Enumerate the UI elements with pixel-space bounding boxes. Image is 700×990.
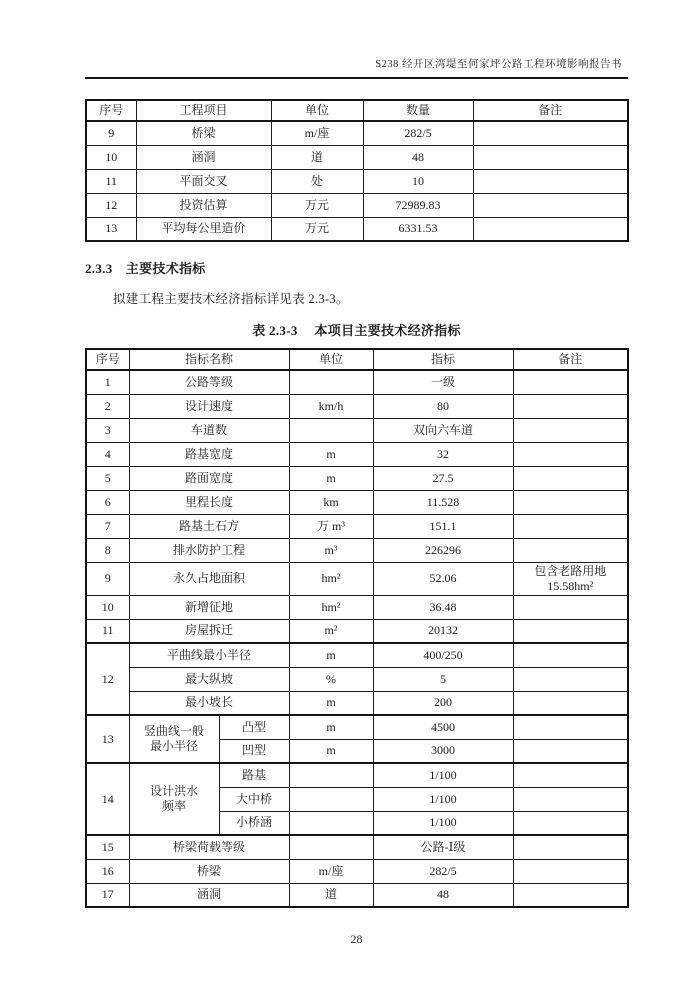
table-cell: m <box>289 466 373 490</box>
table-row <box>86 643 628 667</box>
table-cell: 里程长度 <box>129 490 289 514</box>
table-cell: 14 <box>86 763 129 835</box>
table-cell: m <box>289 739 373 763</box>
table-cell: 8 <box>86 538 129 562</box>
column-header: 序号 <box>86 349 129 370</box>
table-row <box>86 883 628 907</box>
table-cell: m <box>289 691 373 715</box>
table-cell: 包含老路用地15.58hm² <box>513 562 628 595</box>
column-header: 指标 <box>373 349 513 370</box>
section-heading: 2.3.3 主要技术指标 <box>85 261 206 276</box>
table-cell: km <box>289 490 373 514</box>
table-cell: 12 <box>86 643 129 715</box>
table-row <box>86 538 628 562</box>
table-cell: 27.5 <box>373 466 513 490</box>
table-cell: m/座 <box>271 121 363 145</box>
table-cell: m³ <box>289 538 373 562</box>
table-cell: 房屋拆迁 <box>129 619 289 643</box>
table-cell: 200 <box>373 691 513 715</box>
table-row <box>86 169 628 193</box>
table-cell: 32 <box>373 442 513 466</box>
table-cell <box>513 787 628 811</box>
table-cell <box>289 787 373 811</box>
table-header-row <box>86 100 628 121</box>
table-row <box>86 691 628 715</box>
table-cell: 一级 <box>373 370 513 394</box>
table-cell: 桥梁 <box>129 859 289 883</box>
table-cell <box>513 763 628 787</box>
table-cell: 新增征地 <box>129 595 289 619</box>
table-cell: 3000 <box>373 739 513 763</box>
table-cell <box>473 217 628 241</box>
table-cell: 48 <box>373 883 513 907</box>
table-cell: 道 <box>289 883 373 907</box>
table-cell: 9 <box>86 562 129 595</box>
table-cell: 1/100 <box>373 811 513 835</box>
table-cell: 400/250 <box>373 643 513 667</box>
table-cell: 排水防护工程 <box>129 538 289 562</box>
table-row <box>86 193 628 217</box>
table-cell: 最小坡长 <box>129 691 289 715</box>
column-header: 工程项目 <box>136 100 271 121</box>
table-row <box>86 562 628 595</box>
table-cell: 凹型 <box>219 739 289 763</box>
table-cell: 10 <box>363 169 473 193</box>
table-cell: 17 <box>86 883 129 907</box>
table-cell: m <box>289 442 373 466</box>
table-cell: 涵洞 <box>129 883 289 907</box>
header-title: S238 经开区湾堤至何家坪公路工程环境影响报告书 <box>85 56 628 79</box>
table-cell <box>513 466 628 490</box>
table-cell: 1/100 <box>373 763 513 787</box>
table-row <box>86 667 628 691</box>
table-cell: 80 <box>373 394 513 418</box>
table-row <box>86 394 628 418</box>
table-row <box>86 121 628 145</box>
table-cell: 12 <box>86 193 136 217</box>
table-cell: 路基土石方 <box>129 514 289 538</box>
table-cell <box>513 667 628 691</box>
table-cell: 路基宽度 <box>129 442 289 466</box>
table-cell: 10 <box>86 595 129 619</box>
table-cell: 5 <box>373 667 513 691</box>
table-row <box>86 442 628 466</box>
table-row <box>86 715 628 739</box>
table-cell: 桥梁荷载等级 <box>129 835 289 859</box>
table-cell: 13 <box>86 715 129 763</box>
table-cell: 大中桥 <box>219 787 289 811</box>
table-cell: 平面交叉 <box>136 169 271 193</box>
table-cell <box>289 370 373 394</box>
table-cell: 3 <box>86 418 129 442</box>
table-cell: 涵洞 <box>136 145 271 169</box>
table-cell: 10 <box>86 145 136 169</box>
table-row <box>86 370 628 394</box>
table-cell: 15 <box>86 835 129 859</box>
table-cell: 72989.83 <box>363 193 473 217</box>
table-cell <box>513 418 628 442</box>
table-cell <box>513 859 628 883</box>
section-paragraph: 拟建工程主要技术经济指标详见表 2.3-3。 <box>113 292 349 306</box>
table-cell: 6331.53 <box>363 217 473 241</box>
table-cell <box>513 715 628 739</box>
table-cell: 282/5 <box>373 859 513 883</box>
table-cell: 公路-Ⅰ级 <box>373 835 513 859</box>
table-cell: 竖曲线一般最小半径 <box>129 715 219 763</box>
table-cell: 9 <box>86 121 136 145</box>
table-cell: 11.528 <box>373 490 513 514</box>
table-cell: 路基 <box>219 763 289 787</box>
table-row <box>86 217 628 241</box>
table-cell: 282/5 <box>363 121 473 145</box>
table-cell: m <box>289 643 373 667</box>
table-cell: hm² <box>289 562 373 595</box>
table-row <box>86 835 628 859</box>
table-cell <box>513 883 628 907</box>
table-cell <box>473 145 628 169</box>
page-content <box>85 0 628 947</box>
table-cell: 车道数 <box>129 418 289 442</box>
table-cell: 5 <box>86 466 129 490</box>
table-cell: hm² <box>289 595 373 619</box>
column-header: 备注 <box>473 100 628 121</box>
table-cell <box>513 442 628 466</box>
table-cell: 226296 <box>373 538 513 562</box>
table-cell: m/座 <box>289 859 373 883</box>
table-cell: 平均每公里造价 <box>136 217 271 241</box>
table-cell: 凸型 <box>219 715 289 739</box>
table-cell: 平曲线最小半径 <box>129 643 289 667</box>
table-cell <box>513 739 628 763</box>
table-cell: 1/100 <box>373 787 513 811</box>
table-cell <box>513 811 628 835</box>
table-cell: 永久占地面积 <box>129 562 289 595</box>
table-cell: 万 m³ <box>289 514 373 538</box>
table-cell: 公路等级 <box>129 370 289 394</box>
table-cell: 小桥涵 <box>219 811 289 835</box>
table-row <box>86 859 628 883</box>
table-cell: m² <box>289 619 373 643</box>
table-cell: % <box>289 667 373 691</box>
table-cell: 1 <box>86 370 129 394</box>
table-cell: 52.06 <box>373 562 513 595</box>
table-row <box>86 418 628 442</box>
table-cell <box>473 121 628 145</box>
column-header: 备注 <box>513 349 628 370</box>
table-cell <box>513 394 628 418</box>
table-cell <box>289 835 373 859</box>
table-cell: 最大纵坡 <box>129 667 289 691</box>
table-cell: 2 <box>86 394 129 418</box>
table-cell: m <box>289 715 373 739</box>
technical-indicators-table <box>85 348 629 908</box>
table-row <box>86 619 628 643</box>
table-header-row <box>86 349 628 370</box>
table-cell: 20132 <box>373 619 513 643</box>
table-row <box>86 514 628 538</box>
table-cell <box>513 619 628 643</box>
page-header <box>85 0 628 79</box>
table-cell: 万元 <box>271 217 363 241</box>
column-header: 指标名称 <box>129 349 289 370</box>
table-cell <box>513 643 628 667</box>
table-cell: 16 <box>86 859 129 883</box>
table-cell <box>513 691 628 715</box>
table-cell: 桥梁 <box>136 121 271 145</box>
table-cell: km/h <box>289 394 373 418</box>
table-caption: 表 2.3-3 本项目主要技术经济指标 <box>252 323 461 338</box>
project-scale-table <box>85 99 629 242</box>
page-number: 28 <box>350 932 363 946</box>
table-row <box>86 490 628 514</box>
table-cell: 11 <box>86 169 136 193</box>
table-cell <box>513 595 628 619</box>
column-header: 单位 <box>271 100 363 121</box>
table-cell: 双向六车道 <box>373 418 513 442</box>
table-row <box>86 595 628 619</box>
table-cell: 设计速度 <box>129 394 289 418</box>
table-cell: 151.1 <box>373 514 513 538</box>
table-row <box>86 466 628 490</box>
table-cell <box>473 169 628 193</box>
column-header: 单位 <box>289 349 373 370</box>
table-cell <box>473 193 628 217</box>
table-cell <box>513 538 628 562</box>
table-cell: 设计洪水频率 <box>129 763 219 835</box>
table-cell: 36.48 <box>373 595 513 619</box>
table-cell: 7 <box>86 514 129 538</box>
table-cell <box>513 514 628 538</box>
table-cell <box>289 763 373 787</box>
table-cell <box>513 490 628 514</box>
table-row <box>86 763 628 787</box>
table-cell <box>513 370 628 394</box>
table-cell: 4500 <box>373 715 513 739</box>
table-cell: 路面宽度 <box>129 466 289 490</box>
table-row <box>86 145 628 169</box>
table-cell: 13 <box>86 217 136 241</box>
table-cell: 48 <box>363 145 473 169</box>
table-cell <box>513 835 628 859</box>
column-header: 数量 <box>363 100 473 121</box>
table-cell: 万元 <box>271 193 363 217</box>
table-cell: 6 <box>86 490 129 514</box>
table-cell <box>289 418 373 442</box>
table-cell: 4 <box>86 442 129 466</box>
table-cell: 11 <box>86 619 129 643</box>
table-cell: 道 <box>271 145 363 169</box>
table-cell <box>289 811 373 835</box>
table-cell: 处 <box>271 169 363 193</box>
column-header: 序号 <box>86 100 136 121</box>
table-cell: 投资估算 <box>136 193 271 217</box>
